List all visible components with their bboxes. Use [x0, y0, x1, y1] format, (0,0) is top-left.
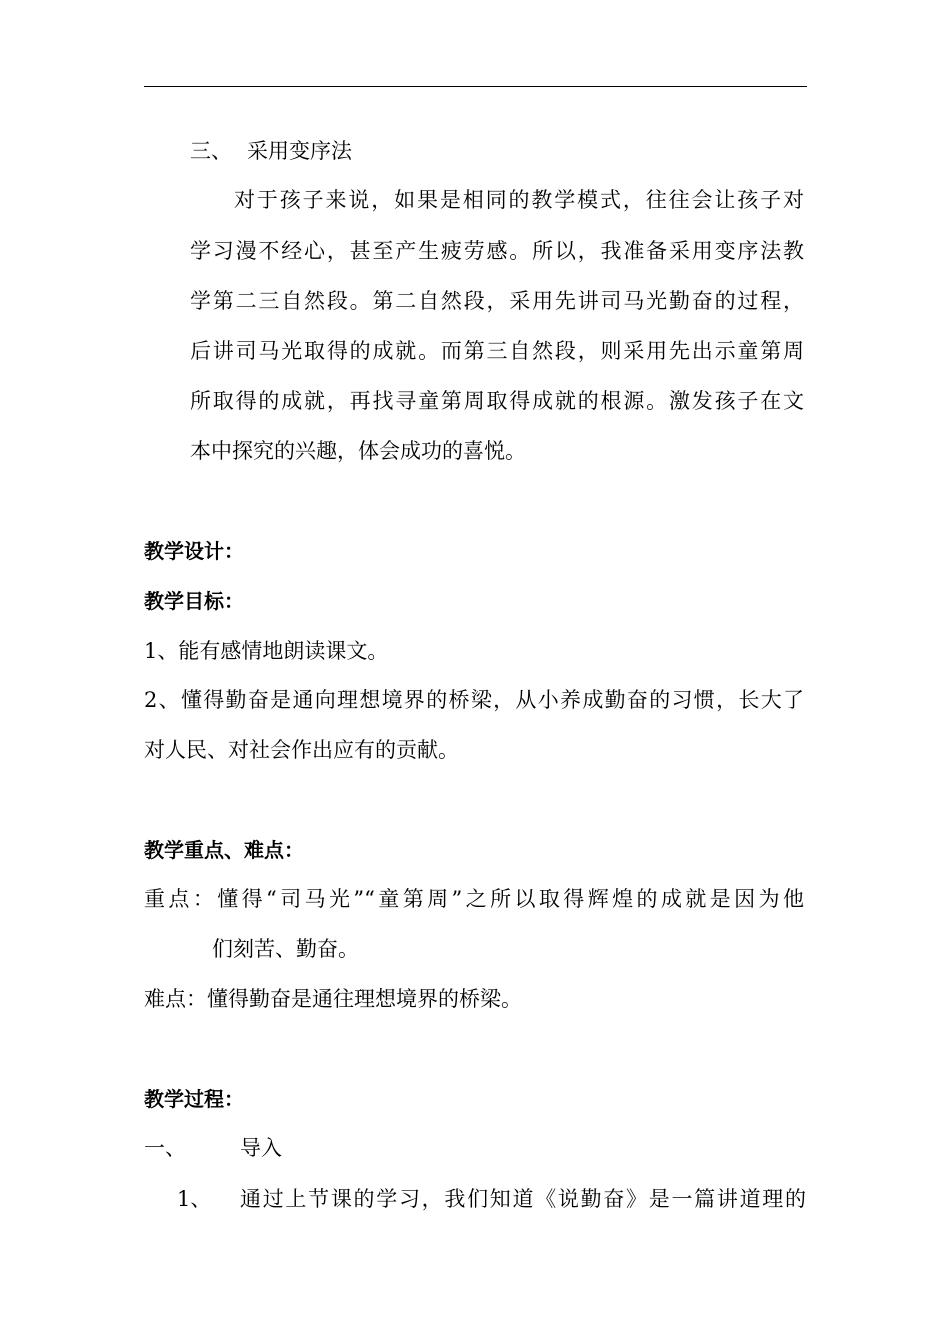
key-point-continued: 们刻苦、勤奋。: [212, 937, 359, 961]
goal-item: 1、能有感情地朗读课文。: [144, 639, 389, 663]
design-heading: 教学设计：: [144, 539, 244, 563]
paragraph-line: 后讲司马光取得的成就。而第三自然段，则采用先出示童第周: [190, 339, 804, 363]
section-number: 三、: [190, 139, 232, 163]
paragraph-line: 对于孩子来说，如果是相同的教学模式，往往会让孩子对: [234, 188, 804, 212]
paragraph-line: 学习漫不经心，甚至产生疲劳感。所以，我准备采用变序法教: [190, 239, 804, 263]
paragraph-line: 所取得的成就，再找寻童第周取得成就的根源。激发孩子在文: [190, 389, 804, 413]
header-rule: [144, 86, 807, 87]
difficulty-point: 难点：懂得勤奋是通往理想境界的桥梁。: [144, 987, 522, 1011]
key-points-heading: 教学重点、难点：: [144, 838, 304, 862]
process-heading: 教学过程：: [144, 1087, 244, 1111]
goals-heading: 教学目标：: [144, 589, 244, 613]
goal-item-continued: 对人民、对社会作出应有的贡献。: [144, 738, 459, 762]
key-point: 重点：懂得“司马光”“童第周”之所以取得辉煌的成就是因为他: [144, 887, 804, 911]
substep-number: 1、: [177, 1187, 212, 1211]
paragraph-line: 学第二三自然段。第二自然段，采用先讲司马光勤奋的过程，: [190, 289, 804, 313]
goal-item: 2、懂得勤奋是通向理想境界的桥梁，从小养成勤奋的习惯，长大了: [144, 688, 804, 712]
step-number: 一、: [144, 1136, 186, 1160]
step-title: 导入: [240, 1136, 282, 1160]
substep-text: 通过上节课的学习，我们知道《说勤奋》是一篇讲道理的: [240, 1187, 806, 1211]
paragraph-line: 本中探究的兴趣，体会成功的喜悦。: [190, 439, 526, 463]
section-title: 采用变序法: [247, 139, 352, 163]
